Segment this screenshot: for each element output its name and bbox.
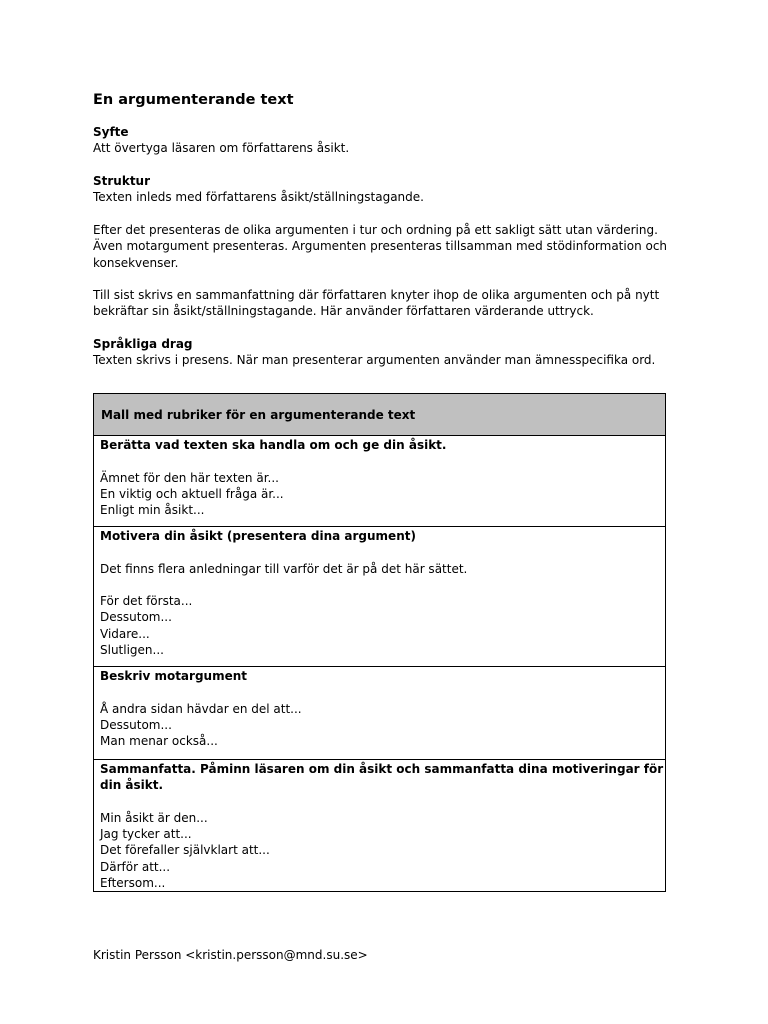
section-heading-sprakliga-drag: Språkliga drag: [93, 337, 193, 351]
row-line: Man menar också...: [100, 734, 218, 749]
paragraph-summary: [93, 287, 678, 320]
row-line: Det förefaller självklart att...: [100, 843, 270, 858]
row-line: Min åsikt är den...: [100, 810, 208, 825]
table-row: [94, 436, 665, 527]
footer-author: Kristin Persson <kristin.persson@mnd.su.se>: [93, 948, 368, 962]
table-row: [94, 760, 665, 891]
row-line: Eftersom...: [100, 876, 166, 891]
paragraph-line: bekräftar sin åsikt/ställningstagande. Här använder författaren värderande uttryck.: [93, 304, 594, 319]
row-line: Vidare...: [100, 626, 150, 641]
section-heading-struktur: Struktur: [93, 174, 151, 188]
paragraph-arguments: [93, 222, 678, 271]
section-struktur: [93, 173, 678, 206]
row-line: Ämnet för den här texten är...: [100, 470, 279, 485]
row-line: En viktig och aktuell fråga är...: [100, 486, 284, 501]
row-line: Dessutom...: [100, 717, 172, 732]
table-row: [94, 527, 665, 667]
section-sprakliga-drag: [93, 336, 678, 369]
row-intro: Det finns flera anledningar till varför det är på det här sättet.: [100, 561, 468, 576]
row-line: Jag tycker att...: [100, 827, 192, 842]
paragraph-line: konsekvenser.: [93, 255, 179, 270]
section-syfte: [93, 124, 678, 157]
section-heading-syfte: Syfte: [93, 125, 129, 139]
row-title: Beskriv motargument: [100, 669, 247, 683]
template-table: [93, 393, 666, 892]
row-title: Sammanfatta. Påminn läsaren om din åsikt och sammanfatta dina motiveringar för din åsikt.: [100, 762, 664, 793]
row-title: Motivera din åsikt (presentera dina argument): [100, 529, 416, 543]
table-header: Mall med rubriker för en argumenterande text: [94, 394, 665, 436]
paragraph-line: Efter det presenteras de olika argumenten i tur och ordning på ett sakligt sätt utan värdering. Även: [93, 223, 658, 254]
row-line: Därför att...: [100, 859, 171, 874]
row-line: Slutligen...: [100, 643, 164, 658]
row-line: Å andra sidan hävdar en del att...: [100, 701, 302, 716]
page-title: En argumenterande text: [93, 92, 294, 108]
row-line: För det första...: [100, 594, 193, 609]
paragraph-line: Till sist skrivs en sammanfattning där författaren knyter ihop de olika argumenten och på nytt: [93, 288, 660, 302]
row-title: Berätta vad texten ska handla om och ge din åsikt.: [100, 438, 447, 452]
row-line: Enligt min åsikt...: [100, 503, 205, 518]
section-body-struktur: Texten inleds med författarens åsikt/ställningstagande.: [93, 190, 424, 205]
table-row: [94, 667, 665, 760]
section-body-syfte: Att övertyga läsaren om författarens åsikt.: [93, 141, 350, 156]
paragraph-line: motargument presenteras. Argumenten presenteras tillsamman med stödinformation och: [126, 239, 668, 254]
section-body-sprakliga-drag: Texten skrivs i presens. När man presenterar argumenten använder man ämnesspecifika ord.: [93, 353, 656, 368]
row-line: Dessutom...: [100, 610, 172, 625]
